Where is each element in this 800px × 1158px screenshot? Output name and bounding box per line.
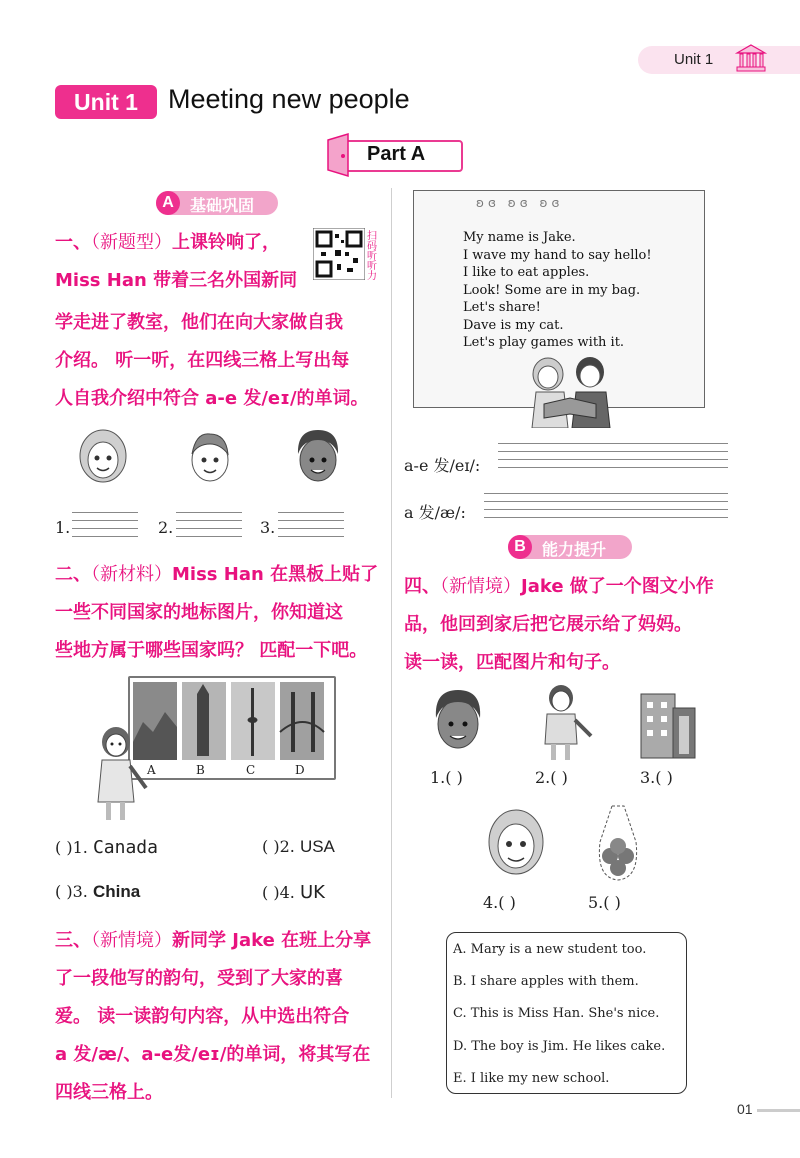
q2-item-3[interactable]: ( )3. China <box>55 882 141 901</box>
q3-line2: 了一段他写的韵句，受到了大家的喜 <box>55 968 343 989</box>
photo-label-a: A <box>147 763 156 777</box>
q1-answer-3-lines[interactable] <box>278 512 344 536</box>
q1-line1: 一、（新题型）上课铃响了， <box>55 232 280 253</box>
poem-line-4: Look! Some are in my bag. <box>463 283 641 298</box>
q4-line2: 品，他回到家后把它展示给了妈妈。 <box>404 614 692 635</box>
column-divider <box>391 188 392 1098</box>
poem-line-1: My name is Jake. <box>463 230 576 245</box>
q1-answer-1-lines[interactable] <box>72 512 138 536</box>
q3-row-label-2: a 发/æ/: <box>404 503 466 522</box>
q1-answer-2-label: 2. <box>158 518 174 537</box>
girl-face-icon <box>78 428 128 488</box>
girl-face-icon <box>486 806 546 886</box>
apples-bag-icon <box>590 802 646 884</box>
q1-line2: Miss Han 带着三名外国新同 <box>55 270 298 291</box>
q3-line3: 爱。 读一读韵句内容，从中选出符合 <box>55 1006 350 1027</box>
boy-curly-face-icon <box>293 426 343 488</box>
q2-line3: 些地方属于哪些国家吗？ 匹配一下吧。 <box>55 640 368 661</box>
q1-answer-1-label: 1. <box>55 518 71 537</box>
q2-line2: 一些不同国家的地标图片，你知道这 <box>55 602 343 623</box>
qr-label: 扫码听听力 <box>367 231 377 282</box>
q2-item-4[interactable]: ( )4. UK <box>262 882 325 903</box>
page-number: 01 <box>737 1101 753 1117</box>
photo-label-c: C <box>246 763 256 777</box>
q3-row-1-lines[interactable] <box>498 443 728 467</box>
unit-tab-label: Unit 1 <box>674 51 714 68</box>
sentence-d: D. The boy is Jim. He likes cake. <box>453 1039 666 1054</box>
q4-pic-1-blank[interactable]: 1.( ) <box>430 768 463 787</box>
teacher-figure-icon <box>533 684 595 762</box>
q3-row-label-1: a-e 发/eɪ/: <box>404 456 481 475</box>
poem-header-decoration: ʚɞ ʚɞ ʚɞ <box>476 196 564 210</box>
q4-pic-2-blank[interactable]: 2.( ) <box>535 768 568 787</box>
teacher-figure-icon <box>94 726 150 822</box>
poem-line-2: I wave my hand to say hello! <box>463 248 652 263</box>
q1-line5: 人自我介绍中符合 a-e 发/eɪ/的单词。 <box>55 388 369 409</box>
unit-badge: Unit 1 <box>55 85 157 119</box>
q2-item-1[interactable]: ( )1. Canada <box>55 837 158 858</box>
building-icon <box>735 43 767 73</box>
q4-pic-3-blank[interactable]: 3.( ) <box>640 768 673 787</box>
sentence-b: B. I share apples with them. <box>453 974 639 989</box>
qr-code-icon[interactable] <box>313 228 365 280</box>
poem-line-7: Let's play games with it. <box>463 335 625 350</box>
poem-line-3: I like to eat apples. <box>463 265 590 280</box>
q3-line4: a 发/æ/、a-e发/eɪ/的单词，将其写在 <box>55 1044 371 1065</box>
poem-line-5: Let's share! <box>463 300 541 315</box>
sentence-a: A. Mary is a new student too. <box>453 942 647 957</box>
section-a-letter: A <box>156 191 180 215</box>
sentence-e: E. I like my new school. <box>453 1071 610 1086</box>
boy-curly-face-icon <box>430 684 486 760</box>
section-a-label: 基础巩固 <box>190 196 255 215</box>
landmark-photos <box>133 682 331 762</box>
q1-line4: 介绍。 听一听，在四线三格上写出每 <box>55 350 350 371</box>
unit-tab <box>638 46 800 74</box>
q3-line5: 四线三格上。 <box>55 1082 163 1103</box>
q2-line1: 二、（新材料）Miss Han 在黑板上贴了 <box>55 564 379 585</box>
school-building-icon <box>637 684 699 760</box>
page-rule <box>757 1109 800 1112</box>
photo-label-d: D <box>295 763 305 777</box>
unit-title: Meeting new people <box>168 84 410 114</box>
photo-label-b: B <box>196 763 205 777</box>
q4-line1: 四、（新情境）Jake 做了一个图文小作 <box>404 576 714 597</box>
q1-answer-3-label: 3. <box>260 518 276 537</box>
poem-line-6: Dave is my cat. <box>463 318 564 333</box>
q4-line3: 读一读，匹配图片和句子。 <box>404 652 620 673</box>
q1-line3: 学走进了教室，他们在向大家做自我 <box>55 312 343 333</box>
q4-pic-4-blank[interactable]: 4.( ) <box>483 893 516 912</box>
section-b-label: 能力提升 <box>542 540 607 559</box>
q4-pic-5-blank[interactable]: 5.( ) <box>588 893 621 912</box>
q1-answer-2-lines[interactable] <box>176 512 242 536</box>
boy-face-icon <box>186 428 234 488</box>
q3-line1: 三、（新情境）新同学 Jake 在班上分享 <box>55 930 372 951</box>
kids-reading-icon <box>510 352 628 428</box>
q3-row-2-lines[interactable] <box>484 493 728 517</box>
q2-item-2[interactable]: ( )2. USA <box>262 837 335 856</box>
sentence-c: C. This is Miss Han. She's nice. <box>453 1006 660 1021</box>
part-title: Part A <box>367 143 426 165</box>
section-b-letter: B <box>508 535 532 559</box>
door-icon <box>326 132 352 178</box>
